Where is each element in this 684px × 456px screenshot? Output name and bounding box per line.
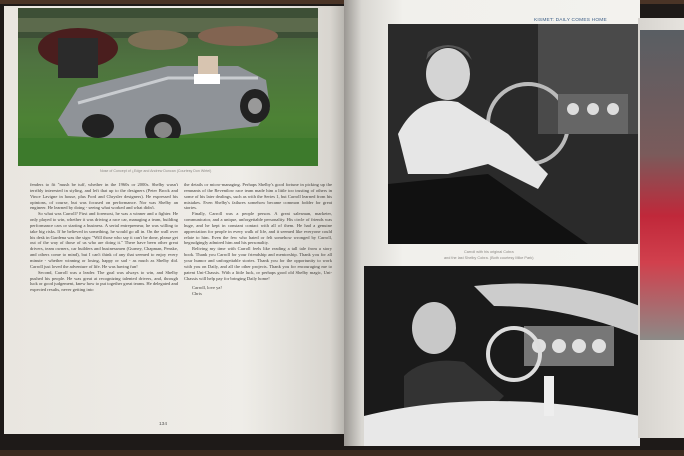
cobra-concept-photo xyxy=(18,8,318,166)
paragraph: So what was Carroll? First and foremost, he was a winner and a fighter. He only played to win, whether it was driving a race car, managing a team, building performance cars or starting a business. A serial entrepreneur, he was willing to take big risks. If he believed in something, he would go all in. On the wall over his desk in Gardena was the sign: "Will those who say it can't be done, please get out of the way of those of us who are doing it." There have been other great drivers, team owners, car builders and businessmen (Gurney, Chapman, Penske, and others come to mind), but I can't think of any that seemed to enjoy every minute - whether winning or losing, happy or sad - as much as Shelby did. Carroll just loved the adventure of life. He was having fun! xyxy=(30,211,178,269)
left-page xyxy=(4,6,344,434)
paragraph: Reliving my time with Carroll feels like reading a tall tale from a story book. Thank you Carroll for your friendship and mentorship. Thank you for all your humor and unforgettable stories. Thank you for the opportunity to work with you on Daily, and all the other projects. Thank you for encouraging me to patent Uni-Chassis. With a little luck, or perhaps good old Shelby magic, Uni-Chassis will help pay for bringing Daily home! xyxy=(184,246,332,281)
paragraph: Second, Carroll was a leader. The goal was always to win, and Shelby pushed his people. He was great at recognizing talented drivers, and, through luck or good judgement, knew how to put together great teams. He delegated and expected results, never getting into xyxy=(30,269,178,293)
paragraph: Finally, Carroll was a people person. A great salesman, marketer, communicator, and a unique, unforgettable personality. His circle of friends was huge, and he kept in constant contact with all of them. He had a genuine appreciation for people in every walk of life, and it seemed like everyone could relate to him. Even the few who hated or felt somehow wronged by Carroll, begrudgingly admired him and his personality. xyxy=(184,211,332,246)
paragraph: fenders to fit "mush be tuff, whether in the 1960s or 2000s. Shelby wasn't terribly interested in styling, and left that up to the designers (Peter Brock and Vince Lavigne in house, plus Ford and Chrysler designers). He expressed his opinions, of course, but was focused on performance. Nor was Shelby an engineer. He learned by doing - seeing what worked and what didn't. xyxy=(30,182,178,211)
car-photo-caption: Nose of Concept of ¿Edge and Andrew Duncan (Courtesy Don Wirtel) xyxy=(100,169,212,173)
car-photo-illustration xyxy=(18,8,318,166)
photo-caption-line2: and the last Shelby Cobra. (Both courtesy Mike Park) xyxy=(444,256,534,260)
bw-photo-illustration xyxy=(388,24,638,244)
next-page-photo-edge xyxy=(640,30,684,340)
paragraph: the details or micro-managing. Perhaps Shelby's good fortune in picking up the remnants of the Reventlow race team made him a little too trusting of others in some of his later dealings, such as with the Series 1, but Carroll learned from his mistakes. Even Shelby's failures somehow became common fodder for great stories. xyxy=(184,182,332,211)
carroll-original-cobra-photo xyxy=(388,24,638,244)
signoff-line: Carroll, love ya! xyxy=(192,285,222,291)
signoff-name: Chris xyxy=(192,291,202,297)
carroll-last-cobra-photo xyxy=(364,266,640,446)
photo-caption-line1: Carroll with his original Cobra xyxy=(464,250,514,254)
page-number: 134 xyxy=(159,422,168,427)
bw-photo-illustration xyxy=(364,266,640,446)
left-column-2 xyxy=(184,182,332,297)
running-head: KISMET: DAILY COMES HOME xyxy=(534,18,607,23)
right-page xyxy=(344,0,640,446)
left-column-1 xyxy=(30,182,178,293)
